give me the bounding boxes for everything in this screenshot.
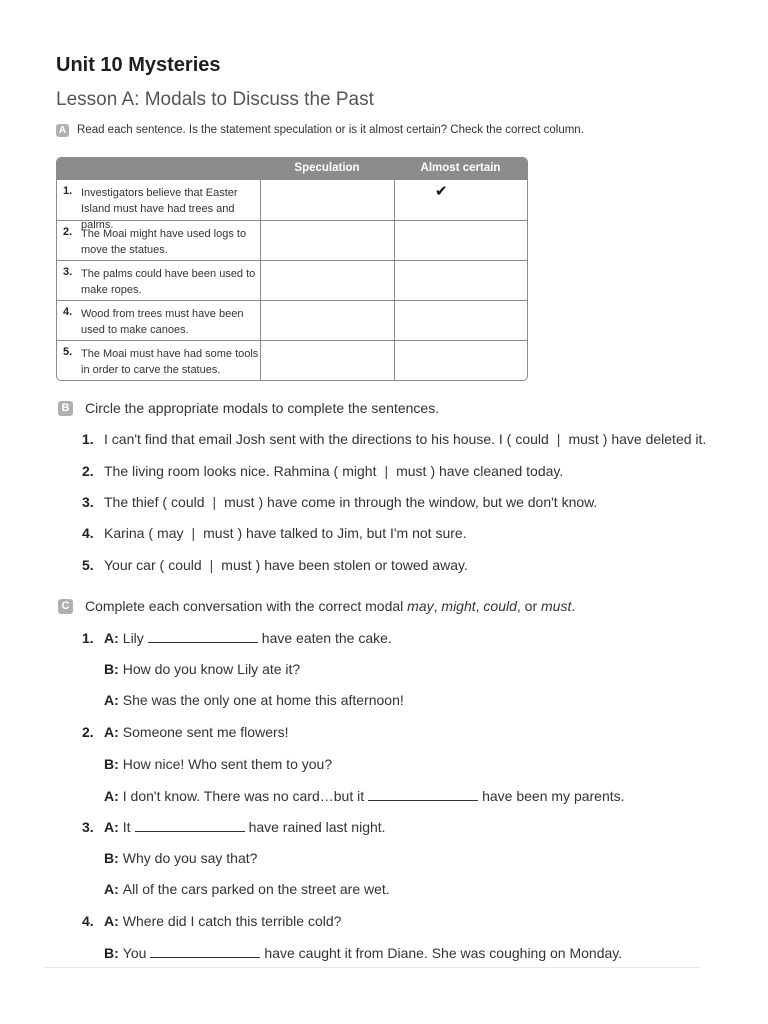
checkmark-icon: ✔	[435, 183, 448, 200]
speaker: A:	[104, 724, 119, 740]
speaker: A:	[104, 881, 119, 897]
dialogue-line	[104, 881, 390, 897]
row-number: 3.	[63, 266, 73, 278]
line-text: How nice! Who sent them to you?	[122, 756, 333, 772]
modal-option[interactable]: must	[203, 525, 234, 541]
section-b-instruction: Circle the appropriate modals to complete the sentences.	[85, 400, 440, 416]
sentence-end: ) have cleaned today.	[430, 463, 564, 479]
sentence-end: ) have been stolen or towed away.	[255, 557, 468, 573]
option-separator: |	[209, 557, 214, 573]
dialogue-line	[104, 850, 257, 866]
sentence-end: ) have deleted it.	[602, 431, 707, 447]
option-separator: |	[556, 431, 561, 447]
speaker: B:	[104, 850, 119, 866]
line-text: Where did I catch this terrible cold?	[122, 913, 342, 929]
sentence-start: Your car (	[104, 557, 165, 573]
section-c-instruction	[85, 598, 575, 614]
item-number: 1.	[82, 630, 94, 646]
answer-blank[interactable]	[368, 790, 478, 801]
modal-option[interactable]: may	[157, 525, 184, 541]
dialogue-line	[104, 945, 622, 961]
page-divider	[44, 967, 700, 968]
modal-option[interactable]: could	[168, 557, 202, 573]
modal-word: must	[541, 598, 572, 614]
line-text: Someone sent me flowers!	[122, 724, 289, 740]
table-row	[57, 260, 527, 300]
punctuation: , or	[516, 598, 542, 614]
answer-blank[interactable]	[135, 821, 245, 832]
line-text: have rained last night.	[248, 819, 386, 835]
line-text: have caught it from Diane. She was coughing on Monday.	[264, 945, 623, 961]
dialogue-line	[104, 692, 404, 708]
section-c-label: C	[58, 599, 73, 614]
line-text: How do you know Lily ate it?	[122, 661, 301, 677]
sentence-end: ) have talked to Jim, but I'm not sure.	[237, 525, 467, 541]
section-b-label: B	[58, 401, 73, 416]
col-almost-certain: Almost certain	[420, 162, 501, 174]
modal-word: may	[407, 598, 434, 614]
item-number: 3.	[82, 494, 94, 510]
row-statement: Wood from trees must have been used to make canoes.	[81, 308, 244, 336]
option-separator: |	[384, 463, 389, 479]
sentence-start: The living room looks nice. Rahmina (	[104, 463, 339, 479]
instruction-text: Complete each conversation with the correct modal	[85, 598, 408, 614]
punctuation: ,	[433, 598, 442, 614]
line-text: All of the cars parked on the street are wet.	[122, 881, 390, 897]
dialogue-line	[82, 724, 289, 740]
row-number: 4.	[63, 306, 73, 318]
line-text: She was the only one at home this afternoon!	[122, 692, 404, 708]
list-item	[82, 463, 563, 479]
sentence-start: The thief (	[104, 494, 168, 510]
modal-option[interactable]: could	[515, 431, 549, 447]
row-number: 2.	[63, 226, 73, 238]
speaker: A:	[104, 692, 119, 708]
speaker: B:	[104, 661, 119, 677]
dialogue-line	[82, 913, 341, 929]
row-statement: Investigators believe that Easter Island must have had trees and palms.	[81, 187, 238, 231]
modal-option[interactable]: must	[221, 557, 252, 573]
col-speculation: Speculation	[294, 162, 360, 174]
row-statement: The Moai might have used logs to move the statues.	[81, 228, 247, 256]
line-text: Lily	[122, 630, 144, 646]
item-number: 4.	[82, 525, 94, 541]
row-statement: The Moai must have had some tools in order to carve the statues.	[81, 348, 259, 376]
list-item	[82, 431, 706, 447]
line-text: It	[122, 819, 131, 835]
modal-option[interactable]: could	[171, 494, 205, 510]
item-number: 2.	[82, 463, 94, 479]
dialogue-line	[82, 819, 386, 835]
dialogue-line	[104, 661, 300, 677]
row-number: 5.	[63, 346, 73, 358]
item-number: 2.	[82, 724, 94, 740]
table-header	[57, 158, 527, 180]
item-number: 4.	[82, 913, 94, 929]
row-number: 1.	[63, 185, 73, 197]
unit-title: Unit 10 Mysteries	[56, 54, 221, 76]
row-statement: The palms could have been used to make ropes.	[81, 268, 256, 296]
dialogue-line	[104, 788, 625, 804]
answer-blank[interactable]	[148, 632, 258, 643]
punctuation: .	[571, 598, 576, 614]
line-text: Why do you say that?	[122, 850, 258, 866]
modal-option[interactable]: must	[568, 431, 599, 447]
item-number: 1.	[82, 431, 94, 447]
lesson-title: Lesson A: Modals to Discuss the Past	[56, 89, 374, 110]
item-number: 3.	[82, 819, 94, 835]
sentence-start: Karina (	[104, 525, 154, 541]
speculation-table	[56, 157, 528, 381]
line-text: You	[122, 945, 147, 961]
section-a-label: A	[56, 124, 69, 137]
answer-blank[interactable]	[150, 947, 260, 958]
dialogue-line	[82, 630, 392, 646]
line-text: I don't know. There was no card…but it	[122, 788, 365, 804]
speaker: A:	[104, 788, 119, 804]
dialogue-line	[104, 756, 332, 772]
sentence-end: ) have come in through the window, but we don't know.	[258, 494, 598, 510]
table-row	[57, 300, 527, 340]
table-row	[57, 340, 527, 380]
list-item	[82, 525, 467, 541]
speaker: A:	[104, 913, 119, 929]
item-number: 5.	[82, 557, 94, 573]
modal-word: could	[483, 598, 517, 614]
table-row	[57, 180, 527, 231]
speaker: B:	[104, 945, 119, 961]
sentence-start: I can't find that email Josh sent with the directions to his house. I (	[104, 431, 512, 447]
option-separator: |	[191, 525, 196, 541]
punctuation: ,	[475, 598, 484, 614]
section-a-instruction: Read each sentence. Is the statement speculation or is it almost certain? Check the correct column.	[77, 124, 584, 136]
option-separator: |	[212, 494, 217, 510]
modal-option[interactable]: might	[342, 463, 377, 479]
line-text: have been my parents.	[482, 788, 625, 804]
list-item	[82, 557, 468, 573]
speaker: A:	[104, 630, 119, 646]
line-text: have eaten the cake.	[261, 630, 392, 646]
modal-word: might	[441, 598, 476, 614]
list-item	[82, 494, 597, 510]
modal-option[interactable]: must	[224, 494, 255, 510]
table-row	[57, 220, 527, 260]
speaker: A:	[104, 819, 119, 835]
modal-option[interactable]: must	[396, 463, 427, 479]
speaker: B:	[104, 756, 119, 772]
